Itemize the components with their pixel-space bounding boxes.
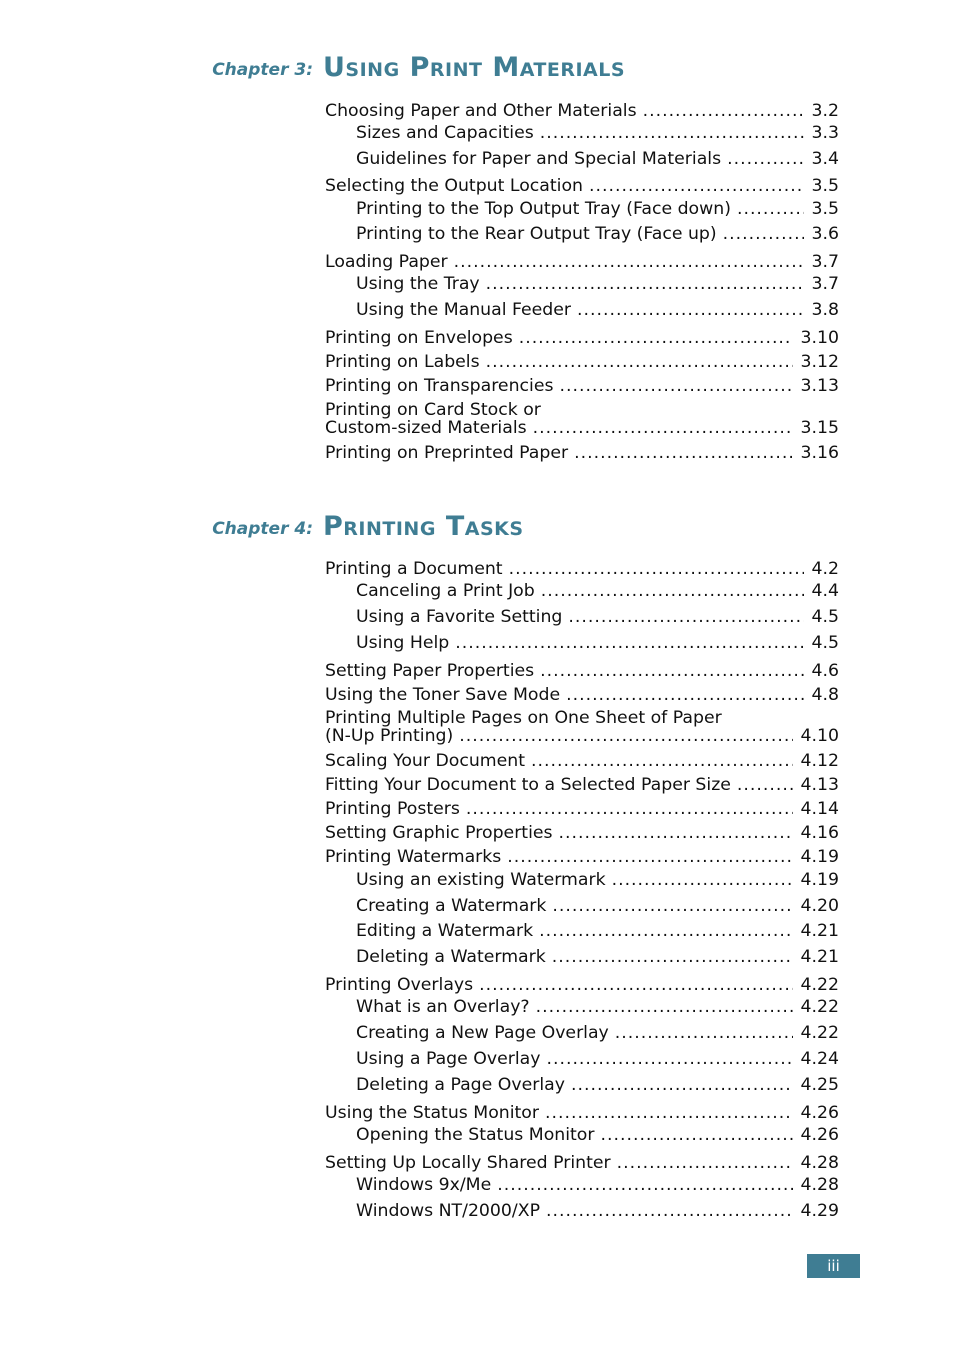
toc-entry-page: 3.7 [811,274,839,294]
toc-entry[interactable] [356,947,839,967]
toc-entry-title: Creating a New Page Overlay [356,1023,609,1043]
toc-entry[interactable] [325,1153,839,1173]
toc-entry-page: 4.21 [800,947,839,967]
toc-entry-page: 4.5 [811,633,839,653]
toc-entry[interactable] [325,376,839,396]
toc-entry[interactable] [325,443,839,463]
toc-entry[interactable] [356,300,839,320]
dot-leader [531,751,793,771]
toc-entry-title: Using Help [356,633,450,653]
toc-entry-page: 4.6 [811,661,839,681]
toc-entry[interactable] [325,252,839,272]
dot-leader [723,224,804,244]
toc-entry-title: Using the Status Monitor [325,1103,539,1123]
toc-entry-page: 4.22 [800,997,839,1017]
toc-entry[interactable] [356,1049,839,1069]
dot-leader [546,1201,793,1221]
dot-leader [479,975,792,995]
dot-leader [486,352,793,372]
toc-entry[interactable] [356,870,839,890]
toc-entry[interactable] [356,224,839,244]
toc-entry[interactable] [325,176,839,196]
toc-entry-page: 4.28 [800,1153,839,1173]
toc-entry-page: 3.7 [811,252,839,272]
toc-entry-title-line: Printing on Card Stock or [325,400,541,420]
chapter-4-label: Chapter 4: [212,519,313,539]
chapter-4-title: Printing Tasks [323,511,524,542]
toc-entry-page: 4.25 [800,1075,839,1095]
chapter-3-heading [0,46,954,86]
dot-leader [546,1049,792,1069]
toc-entry-title: Scaling Your Document [325,751,525,771]
toc-entry[interactable] [325,799,839,819]
toc-entry-page: 4.13 [800,775,839,795]
toc-entry-title: Using a Favorite Setting [356,607,563,627]
toc-entry-title: Creating a Watermark [356,896,547,916]
toc-entry[interactable] [356,1175,839,1195]
toc-entry-page: 4.8 [811,685,839,705]
dot-leader [559,823,793,843]
toc-entry-page: 3.6 [811,224,839,244]
toc-entry-page: 4.2 [811,559,839,579]
toc-entry-title: Setting Graphic Properties [325,823,553,843]
toc-entry[interactable] [356,997,839,1017]
dot-leader [540,123,804,143]
toc-entry[interactable] [356,896,839,916]
toc-entry-page: 4.19 [800,870,839,890]
dot-leader [577,300,804,320]
toc-entry-title: Using the Tray [356,274,480,294]
toc-entry[interactable] [325,400,839,438]
dot-leader [568,607,803,627]
toc-entry-page: 4.26 [800,1103,839,1123]
toc-entry[interactable] [356,921,839,941]
toc-entry[interactable] [325,1103,839,1123]
toc-entry[interactable] [325,751,839,771]
toc-entry-page: 3.4 [811,149,839,169]
dot-leader [536,997,793,1017]
toc-entry-page: 3.8 [811,300,839,320]
toc-entry[interactable] [356,1075,839,1095]
dot-leader [539,921,792,941]
toc-entry-page: 4.28 [800,1175,839,1195]
dot-leader [455,633,803,653]
dot-leader [545,1103,793,1123]
toc-entry-title: What is an Overlay? [356,997,530,1017]
toc-entry-title: Printing on Envelopes [325,328,513,348]
toc-entry-title: Canceling a Print Job [356,581,535,601]
toc-entry-title: Choosing Paper and Other Materials [325,101,637,121]
chapter-3-title: Using Print Materials [323,52,626,83]
dot-leader [643,101,804,121]
toc-entry-title: Using a Page Overlay [356,1049,541,1069]
dot-leader [486,274,804,294]
toc-entry-title: Using the Manual Feeder [356,300,571,320]
toc-entry-page: 3.13 [800,376,839,396]
toc-entry[interactable] [325,775,839,795]
toc-entry-title: (N-Up Printing) [325,726,454,746]
toc-entry[interactable] [356,1125,839,1145]
toc-entry[interactable] [325,685,839,705]
toc-entry[interactable] [325,661,839,681]
toc-entry[interactable] [356,274,839,294]
toc-entry[interactable] [356,149,839,169]
dot-leader [533,418,793,438]
dot-leader [600,1125,792,1145]
dot-leader [509,559,804,579]
toc-entry-title: Windows NT/2000/XP [356,1201,541,1221]
toc-entry-page: 4.14 [800,799,839,819]
toc-entry-title: Printing on Transparencies [325,376,554,396]
dot-leader [737,775,793,795]
toc-entry-page: 4.26 [800,1125,839,1145]
dot-leader [552,896,792,916]
toc-entry[interactable] [325,823,839,843]
dot-leader [497,1175,792,1195]
toc-entry-page: 3.16 [800,443,839,463]
dot-leader [507,847,792,867]
toc-entry-title: Printing to the Top Output Tray (Face down) [356,199,731,219]
toc-entry-title: Deleting a Watermark [356,947,546,967]
toc-entry-title: Printing Posters [325,799,460,819]
toc-entry-title: Guidelines for Paper and Special Materials [356,149,722,169]
dot-leader [612,870,793,890]
dot-leader [571,1075,793,1095]
toc-entry-page: 4.19 [800,847,839,867]
dot-leader [466,799,793,819]
toc-entry-title: Setting Paper Properties [325,661,535,681]
toc-entry-page: 3.5 [811,176,839,196]
toc-entry[interactable] [325,328,839,348]
toc-entry-title: Opening the Status Monitor [356,1125,595,1145]
toc-entry-page: 3.5 [811,199,839,219]
toc-entry-title: Printing Overlays [325,975,474,995]
toc-entry[interactable] [356,1023,839,1043]
toc-entry-page: 4.22 [800,1023,839,1043]
toc-entry[interactable] [325,847,839,867]
toc-entry-page: 4.24 [800,1049,839,1069]
toc-entry-title: Printing Watermarks [325,847,502,867]
toc-entry-page: 3.12 [800,352,839,372]
dot-leader [615,1023,793,1043]
dot-leader [559,376,792,396]
dot-leader [737,199,804,219]
toc-entry-title: Printing a Document [325,559,503,579]
toc-entry[interactable] [356,1201,839,1221]
toc-entry[interactable] [356,123,839,143]
toc-entry-title: Loading Paper [325,252,448,272]
toc-entry-title: Printing to the Rear Output Tray (Face up) [356,224,717,244]
dot-leader [454,252,804,272]
toc-entry-page: 3.10 [800,328,839,348]
toc-entry-page: 4.5 [811,607,839,627]
toc-entry-title: Sizes and Capacities [356,123,534,143]
footer-page-number: iii [807,1254,860,1278]
dot-leader [540,661,803,681]
toc-entry[interactable] [356,607,839,627]
dot-leader [566,685,803,705]
dot-leader [589,176,804,196]
toc-entry-page: 4.16 [800,823,839,843]
dot-leader [727,149,803,169]
toc-entry[interactable] [325,559,839,579]
toc-entry[interactable] [356,199,839,219]
toc-entry-title: Custom-sized Materials [325,418,527,438]
toc-entry[interactable] [325,101,839,121]
toc-entry-title-line: Printing Multiple Pages on One Sheet of Paper [325,708,722,728]
dot-leader [552,947,793,967]
toc-entry-title: Using an existing Watermark [356,870,606,890]
toc-entry[interactable] [325,975,839,995]
toc-entry-title: Fitting Your Document to a Selected Paper Size [325,775,731,795]
toc-entry-page: 4.21 [800,921,839,941]
chapter-4-heading [0,505,954,545]
toc-entry-title: Printing on Labels [325,352,480,372]
toc-entry-page: 4.12 [800,751,839,771]
toc-entry-page: 3.15 [800,418,839,438]
toc-entry-title: Windows 9x/Me [356,1175,492,1195]
toc-entry-title: Setting Up Locally Shared Printer [325,1153,611,1173]
dot-leader [519,328,793,348]
toc-entry-page: 4.29 [800,1201,839,1221]
toc-entry-title: Editing a Watermark [356,921,534,941]
chapter-3-label: Chapter 3: [212,60,313,80]
dot-leader [617,1153,793,1173]
toc-entry-title: Using the Toner Save Mode [325,685,561,705]
toc-entry-page: 4.4 [811,581,839,601]
dot-leader [459,726,792,746]
toc-entry-page: 3.2 [811,101,839,121]
toc-entry[interactable] [356,633,839,653]
dot-leader [574,443,792,463]
dot-leader [541,581,804,601]
toc-entry-title: Printing on Preprinted Paper [325,443,569,463]
toc-entry[interactable] [325,708,839,746]
toc-entry-title: Selecting the Output Location [325,176,583,196]
toc-entry-page: 4.10 [800,726,839,746]
toc-entry[interactable] [356,581,839,601]
toc-entry[interactable] [325,352,839,372]
toc-entry-page: 3.3 [811,123,839,143]
toc-entry-page: 4.22 [800,975,839,995]
toc-entry-page: 4.20 [800,896,839,916]
toc-entry-title: Deleting a Page Overlay [356,1075,565,1095]
